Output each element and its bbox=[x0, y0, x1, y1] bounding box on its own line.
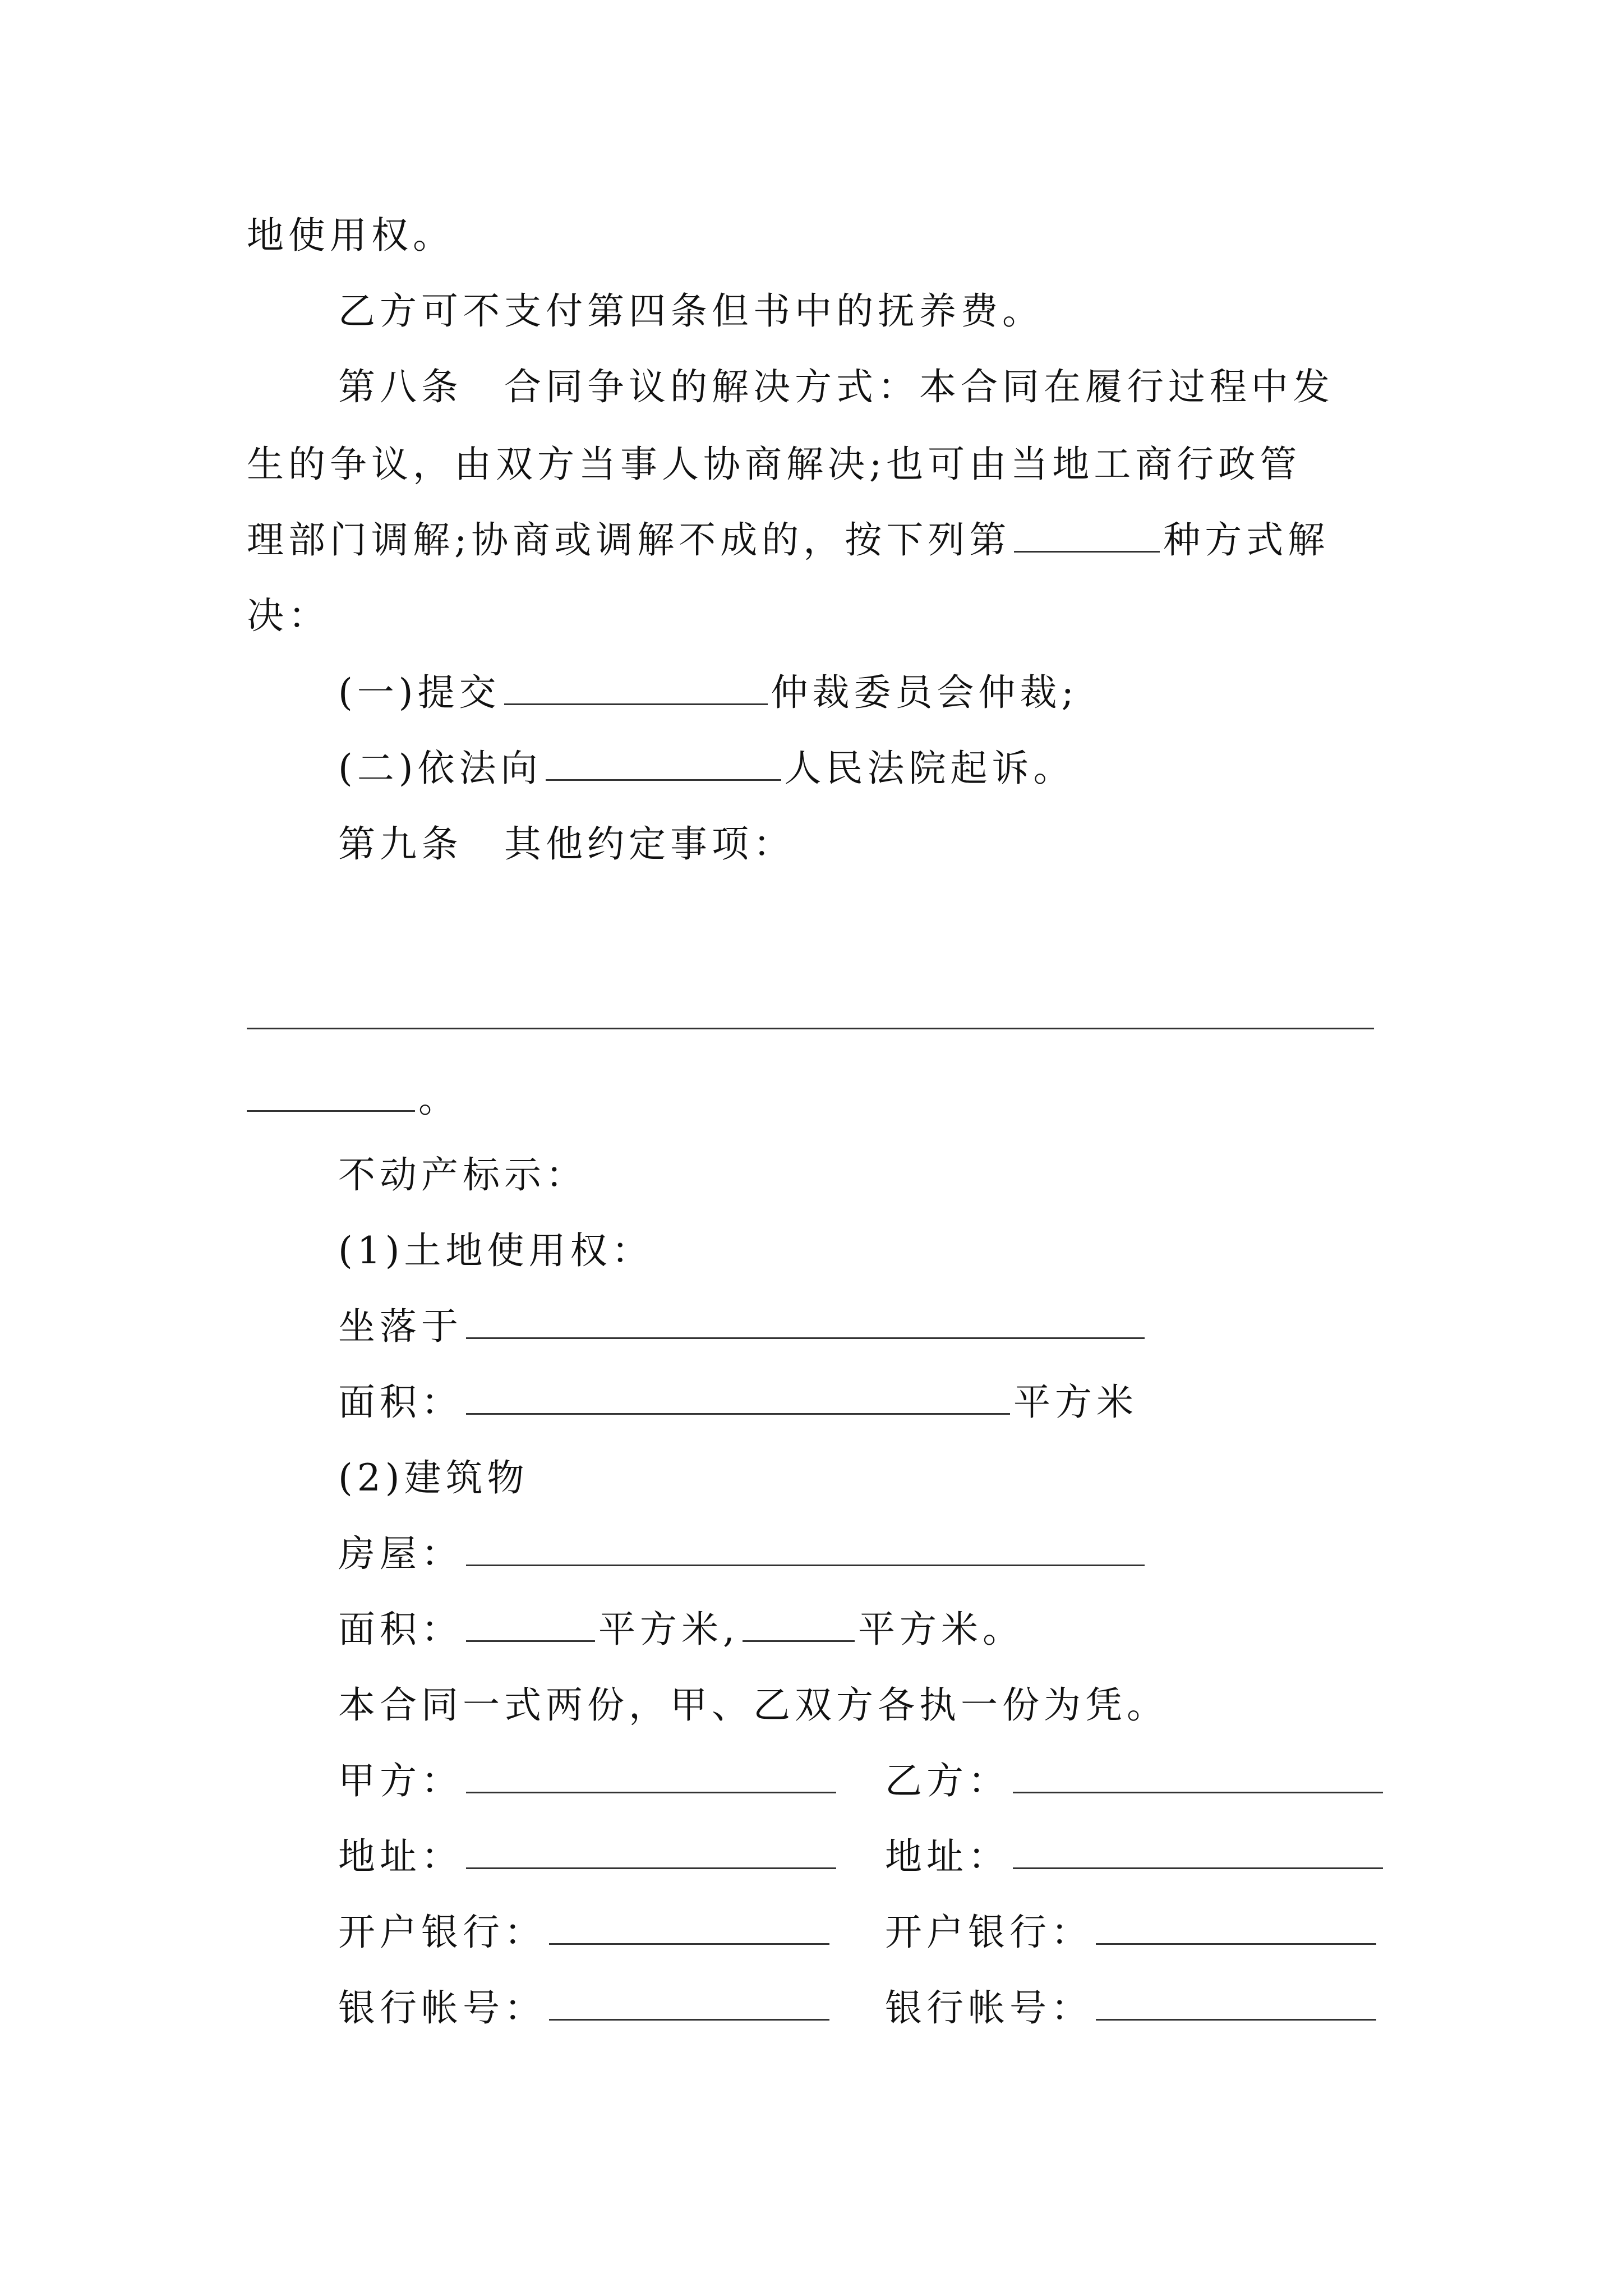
bank-b-line bbox=[885, 1907, 1380, 1958]
text: 种方式解 bbox=[1163, 518, 1330, 562]
text: 地址： bbox=[885, 1835, 1009, 1878]
text: 面积： bbox=[338, 1381, 463, 1424]
house-line bbox=[338, 1529, 1148, 1579]
option-arbitration bbox=[338, 668, 1078, 718]
real-estate-heading bbox=[338, 1150, 587, 1200]
land-area-line bbox=[338, 1377, 1138, 1428]
text: 平方米, bbox=[598, 1608, 739, 1651]
blank-bank-b[interactable] bbox=[1096, 1910, 1376, 1945]
text: 房屋： bbox=[338, 1532, 463, 1575]
text: 坐落于 bbox=[338, 1305, 463, 1348]
blank-arbitration-commission[interactable] bbox=[504, 670, 768, 705]
blank-account-b[interactable] bbox=[1096, 1985, 1376, 2021]
blank-address-a[interactable] bbox=[466, 1834, 836, 1869]
blank-court-name[interactable] bbox=[546, 746, 781, 781]
location-line bbox=[338, 1301, 1148, 1352]
paragraph-line bbox=[338, 286, 1044, 337]
article-9-heading bbox=[338, 819, 795, 869]
blank-other-matters-end[interactable] bbox=[247, 1076, 415, 1112]
text: 面积： bbox=[338, 1608, 463, 1651]
account-a-line bbox=[338, 1983, 833, 2033]
blank-building-area-1[interactable] bbox=[466, 1607, 595, 1642]
text: 。 bbox=[418, 1078, 460, 1121]
paragraph-line bbox=[247, 1074, 460, 1125]
blank-land-area[interactable] bbox=[466, 1379, 1010, 1415]
paragraph-line bbox=[247, 439, 1301, 490]
party-a-line bbox=[338, 1756, 840, 1806]
blank-other-matters-line[interactable] bbox=[247, 1028, 1374, 1029]
blank-party-a[interactable] bbox=[466, 1758, 836, 1793]
text: 开户银行： bbox=[885, 1911, 1092, 1954]
text: 甲方： bbox=[338, 1759, 463, 1802]
text: 乙方： bbox=[885, 1759, 1009, 1802]
blank-building-area-2[interactable] bbox=[743, 1607, 855, 1642]
article-8-heading bbox=[338, 362, 1334, 412]
text: 第九条 其他约定事项： bbox=[338, 822, 795, 866]
address-a-line bbox=[338, 1832, 840, 1882]
text: (1)土地使用权： bbox=[338, 1229, 653, 1272]
text: 决： bbox=[247, 594, 330, 637]
bank-a-line bbox=[338, 1907, 833, 1958]
building-heading bbox=[338, 1453, 529, 1503]
party-b-line bbox=[885, 1756, 1386, 1806]
blank-location[interactable] bbox=[466, 1304, 1145, 1339]
text: 平方米。 bbox=[857, 1608, 1024, 1651]
text: 第八条 合同争议的解决方式：本合同在履行过程中发 bbox=[338, 365, 1334, 408]
text: 平方米 bbox=[1013, 1381, 1138, 1424]
copies-line bbox=[338, 1680, 1168, 1731]
blank-address-b[interactable] bbox=[1013, 1834, 1383, 1869]
text: 人民法院起诉。 bbox=[784, 747, 1075, 790]
building-area-line bbox=[338, 1604, 1024, 1655]
text: 银行帐号： bbox=[338, 1986, 546, 2030]
text: 乙方可不支付第四条但书中的抚养费。 bbox=[338, 289, 1044, 333]
text: (二)依法向 bbox=[338, 747, 542, 790]
blank-party-b[interactable] bbox=[1013, 1758, 1383, 1793]
text: 本合同一式两份，甲、乙双方各执一份为凭。 bbox=[338, 1683, 1168, 1727]
text: 理部门调解;协商或调解不成的，按下列第 bbox=[247, 518, 1011, 562]
blank-bank-a[interactable] bbox=[549, 1910, 829, 1945]
text: 仲裁委员会仲裁; bbox=[771, 671, 1078, 714]
paragraph-line bbox=[247, 210, 454, 261]
option-court bbox=[338, 743, 1075, 794]
paragraph-line bbox=[247, 515, 1329, 565]
blank-house[interactable] bbox=[466, 1531, 1145, 1566]
text: 开户银行： bbox=[338, 1911, 546, 1954]
text: 银行帐号： bbox=[885, 1986, 1092, 2030]
paragraph-line bbox=[247, 591, 330, 641]
text: (2)建筑物 bbox=[338, 1456, 529, 1499]
account-b-line bbox=[885, 1983, 1380, 2033]
text: (一)提交 bbox=[338, 671, 501, 714]
text: 地使用权。 bbox=[247, 214, 454, 257]
blank-dispute-method[interactable] bbox=[1014, 517, 1160, 553]
blank-account-a[interactable] bbox=[549, 1985, 829, 2021]
land-use-right-heading bbox=[338, 1226, 653, 1276]
text: 不动产标示： bbox=[338, 1153, 587, 1197]
address-b-line bbox=[885, 1832, 1386, 1882]
text: 地址： bbox=[338, 1835, 463, 1878]
text: 生的争议，由双方当事人协商解决;也可由当地工商行政管 bbox=[247, 443, 1302, 486]
